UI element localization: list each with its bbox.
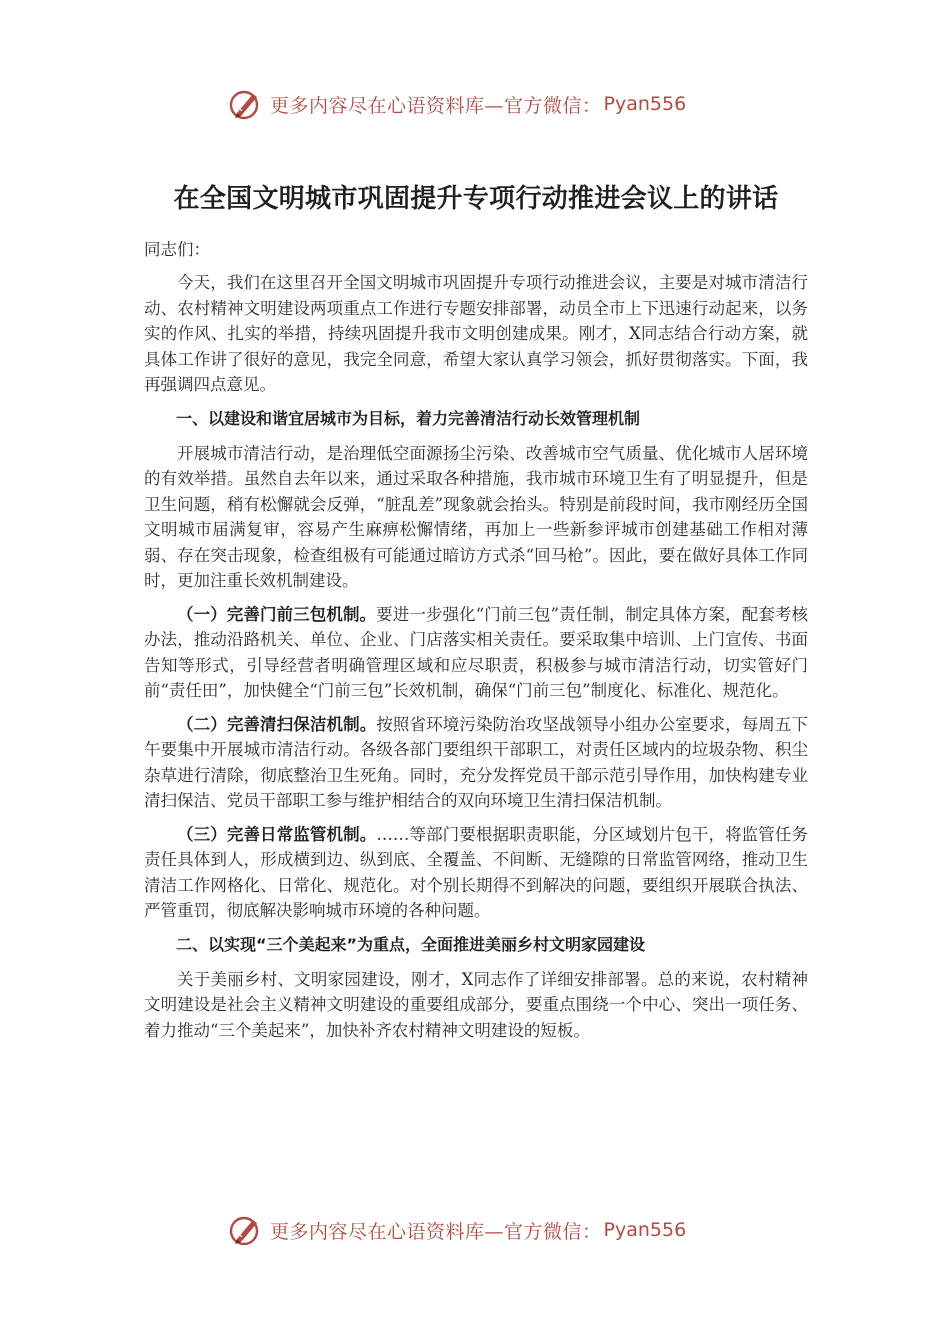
watermark-wechat-id: Pyan556 <box>603 93 687 115</box>
pen-logo-icon <box>228 1212 264 1248</box>
salutation: 同志们： <box>144 240 210 259</box>
sub-item-1 <box>144 602 808 704</box>
pen-logo-icon <box>228 86 264 122</box>
section-1-paragraph: 开展城市清洁行动，是治理低空面源扬尘污染、改善城市空气质量、优化城市人居环境的有效举措。虽然自去年以来，通过采取各种措施，我市城市环境卫生有了明显提升，但是卫生问题，稍有松懈就会反弹，“脏乱差”现象就会抬头。特别是前段时间，我市刚经历全国文明城市届满复审，容易产生麻痹松懈情绪，再加上一些新参评城市创建基础工作相对薄弱、存在突击现象，检查组极有可能通过暗访方式杀“回马枪”。因此，要在做好具体工作同时，更加注重长效机制建设。 <box>144 443 808 590</box>
sub-item-1-body: 要进一步强化“门前三包”责任制，制定具体方案，配套考核办法，推动沿路机关、单位、企业、门店落实相关责任。要采取集中培训、上门宣传、书面告知等形式，引导经营者明确管理区域和应尽职责，积极参与城市清洁行动，切实管好门前“责任田”，加快健全“门前三包”长效机制，确保“门前三包”制度化、标准化、规范化。 <box>144 604 809 700</box>
sub-item-1-lead: （一）完善门前三包机制。 <box>177 604 377 624</box>
sub-item-3 <box>144 822 808 924</box>
sub-item-3-body: ……等部门要根据职责职能，分区域划片包干，将监管任务责任具体到人，形成横到边、纵到底、全覆盖、不间断、无缝隙的日常监管网络，推动卫生清洁工作网格化、日常化、规范化。对个别长期得不到解决的问题，要组织开展联合执法、严管重罚，彻底解决影响城市环境的各种问题。 <box>144 824 809 920</box>
section-heading-2: 二、以实现“三个美起来”为重点，全面推进美丽乡村文明家园建设 <box>176 934 646 954</box>
section-2-paragraph: 关于美丽乡村、文明家园建设，刚才，X同志作了详细安排部署。总的来说，农村精神文明建设是社会主义精神文明建设的重要组成部分，要重点围绕一个中心、突出一项任务、着力推动“三个美起来”，加快补齐农村精神文明建设的短板。 <box>144 969 808 1040</box>
intro-paragraph: 今天，我们在这里召开全国文明城市巩固提升专项行动推进会议，主要是对城市清洁行动、农村精神文明建设两项重点工作进行专题安排部署，动员全市上下迅速行动起来，以务实的作风、扎实的举措，持续巩固提升我市文明创建成果。刚才，X同志结合行动方案，就具体工作讲了很好的意见，我完全同意，希望大家认真学习领会，抓好贯彻落实。下面，我再强调四点意见。 <box>144 273 808 394</box>
document-title: 在全国文明城市巩固提升专项行动推进会议上的讲话 <box>173 184 779 214</box>
watermark-wechat-id: Pyan556 <box>603 1219 687 1241</box>
sub-item-2-body: 按照省环境污染防治攻坚战领导小组办公室要求，每周五下午要集中开展城市清洁行动。各级各部门要组织干部职工，对责任区域内的垃圾杂物、积尘杂草进行清除，彻底整治卫生死角。同时，充分发挥党员干部示范引导作用，加快构建专业清扫保洁、党员干部职工参与维护相结合的双向环境卫生清扫保洁机制。 <box>144 714 809 810</box>
header-watermark <box>228 84 686 124</box>
watermark-text: 更多内容尽在心语资料库—官方微信： <box>270 1220 602 1243</box>
watermark-text: 更多内容尽在心语资料库—官方微信： <box>270 94 602 117</box>
footer-watermark <box>228 1210 686 1250</box>
sub-item-2-lead: （二）完善清扫保洁机制。 <box>177 714 377 734</box>
document-body <box>144 178 808 1051</box>
sub-item-3-lead: （三）完善日常监管机制。 <box>177 824 377 844</box>
section-heading-1: 一、以建设和谐宜居城市为目标，着力完善清洁行动长效管理机制 <box>176 408 641 428</box>
sub-item-2 <box>144 712 808 814</box>
